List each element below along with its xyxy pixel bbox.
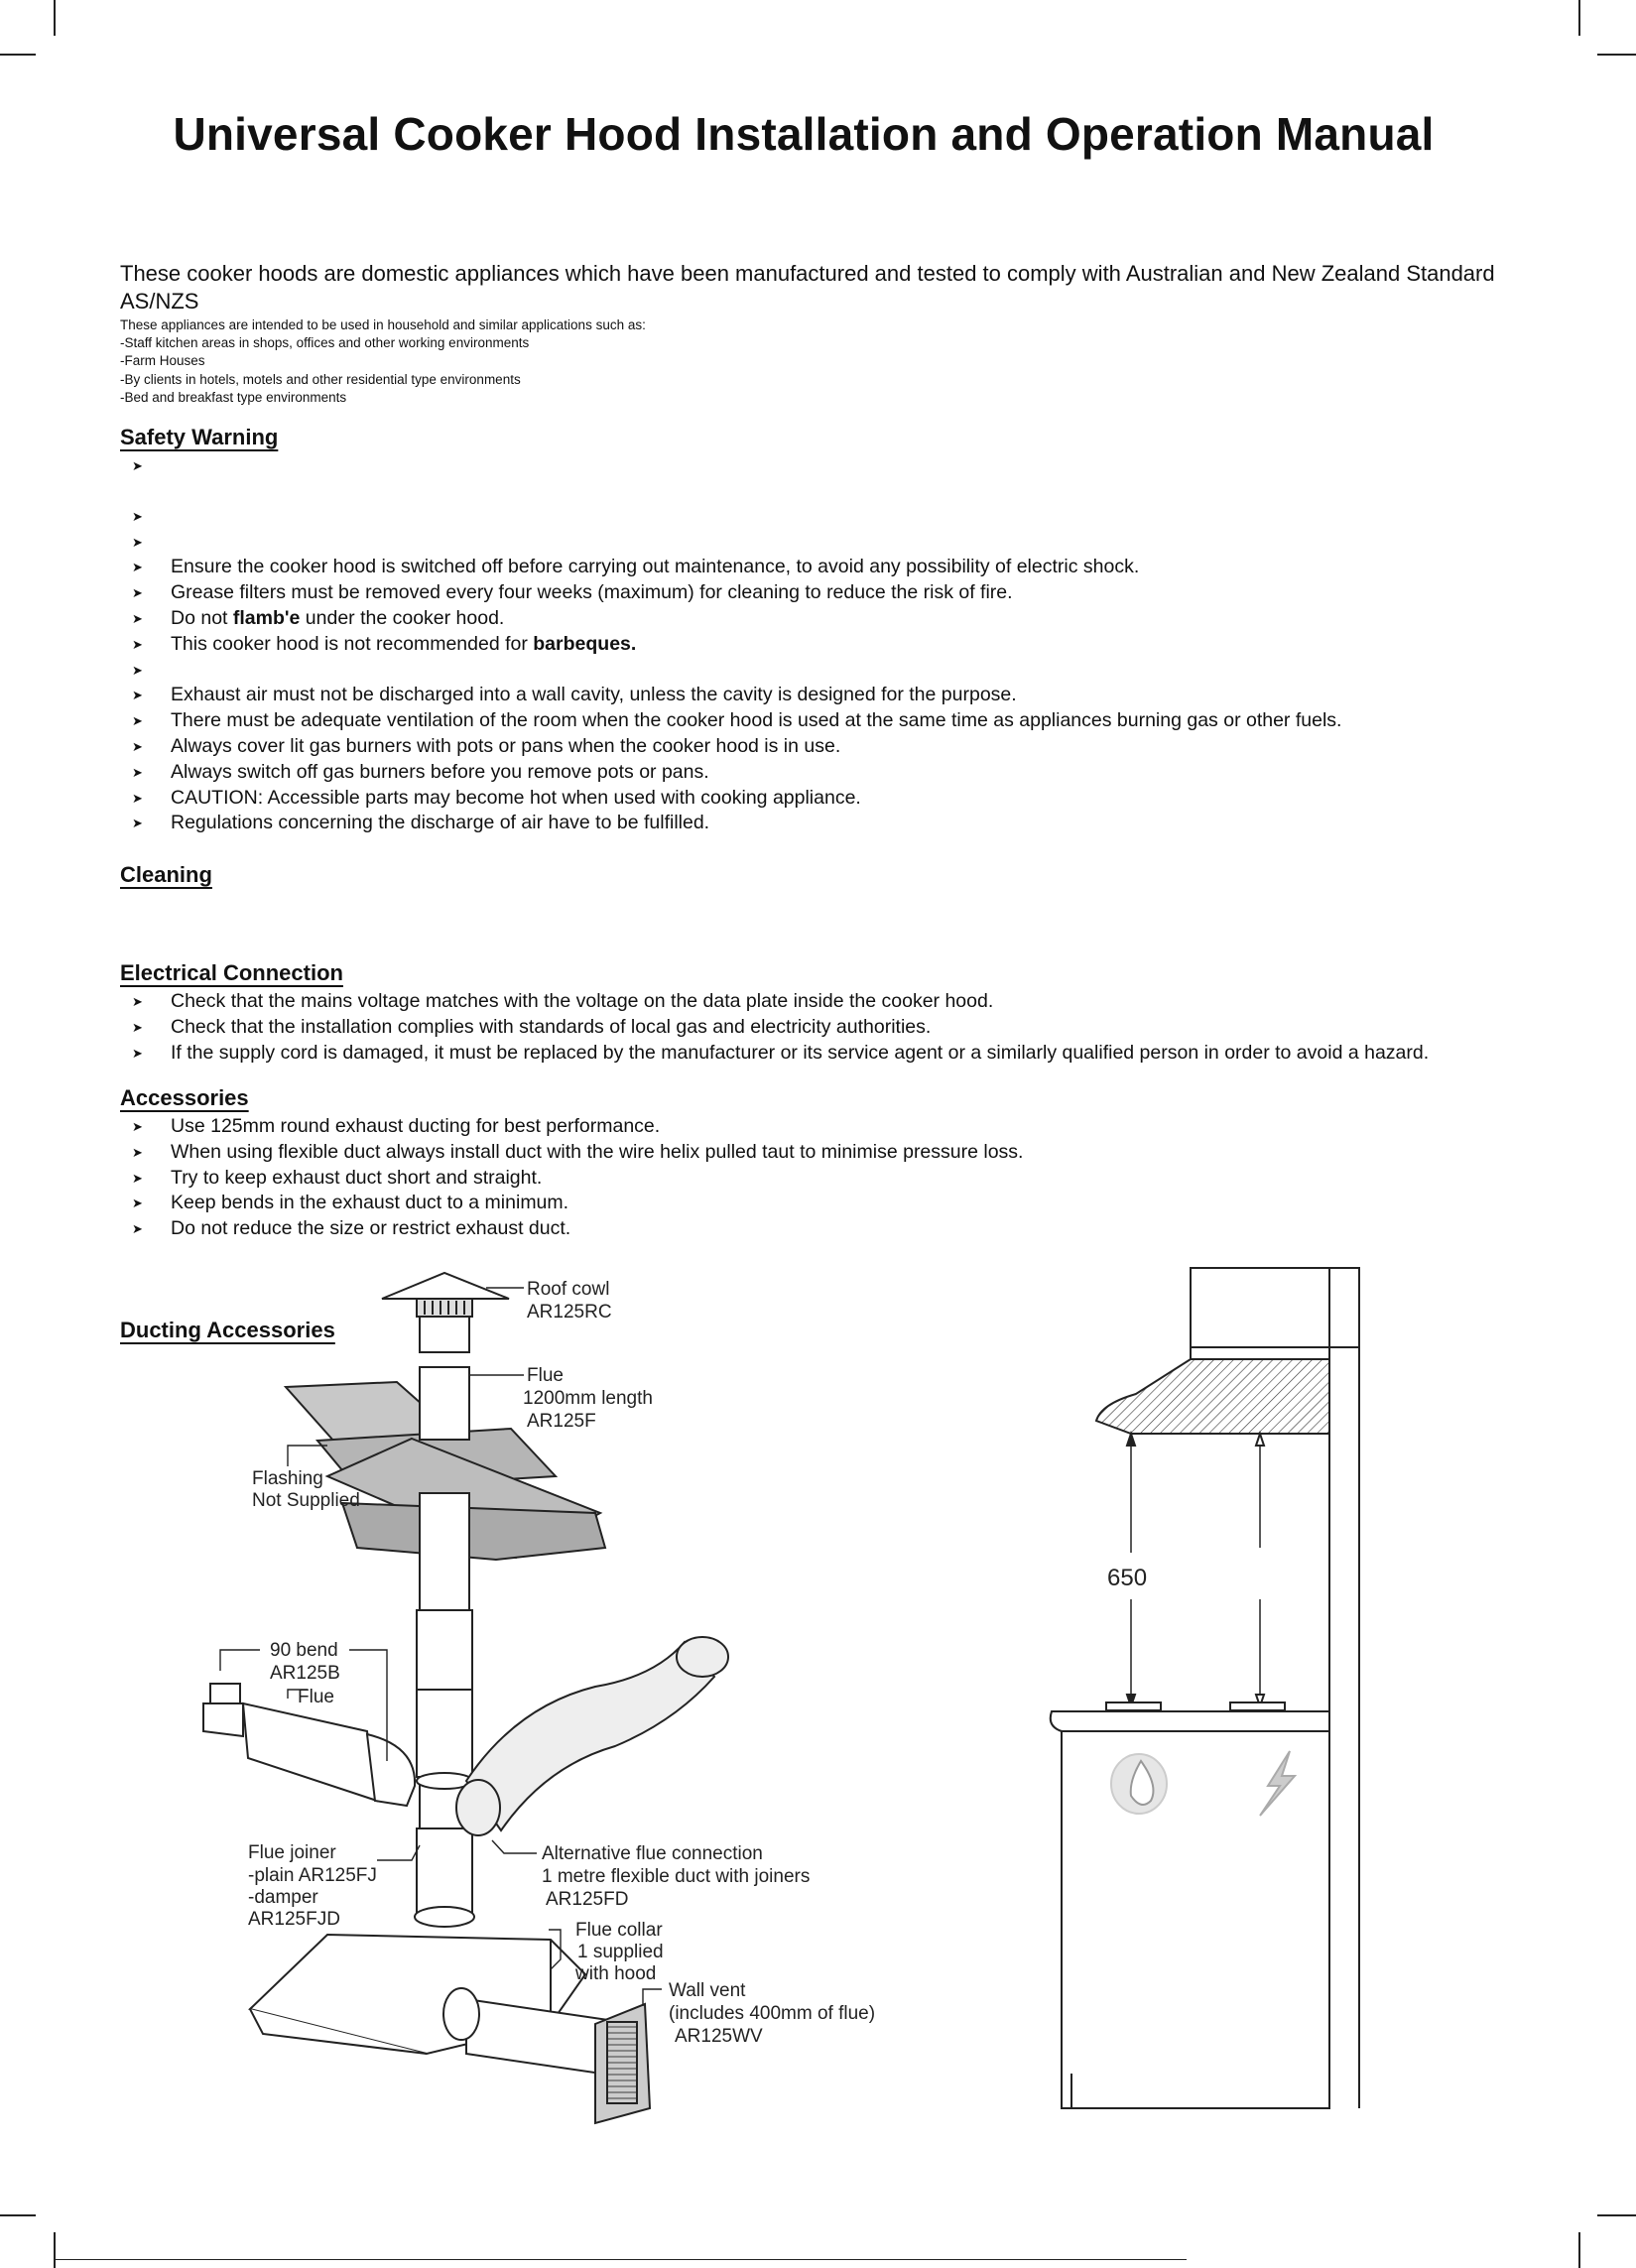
flashing-label: Flashing (252, 1468, 323, 1489)
bend-code: AR125B (270, 1663, 340, 1684)
wall-vent-note: (includes 400mm of flue) (669, 2003, 876, 2024)
arrow-bullet-icon: ➤ (132, 1170, 143, 1186)
flue-label: Flue (527, 1365, 564, 1386)
list-item: ➤ If the supply cord is damaged, it must be replaced by the manufacturer or its service agent or a similarly qualified person in order to avoid a hazard. (132, 1041, 1521, 1067)
bend-flue-label: Flue (298, 1687, 334, 1707)
flexible-duct-shape (456, 1637, 728, 1835)
arrow-bullet-icon: ➤ (132, 764, 143, 780)
arrow-bullet-icon: ➤ (132, 816, 143, 831)
alternative-label: Alternative flue connection (542, 1843, 763, 1864)
list-item: ➤ Do not reduce the size or restrict exhaust duct. (132, 1216, 1521, 1242)
applications-line: -Farm Houses (120, 353, 205, 369)
list-item: ➤ Exhaust air must not be discharged into a wall cavity, unless the cavity is designed for the purpose. (132, 683, 1521, 708)
arrow-bullet-icon: ➤ (132, 534, 143, 550)
arrow-bullet-icon: ➤ (132, 713, 143, 729)
intro-paragraph: These cooker hoods are domestic appliances which have been manufactured and tested to comply with Australian and New Zealand Standard AS/NZS (120, 261, 1495, 314)
alternative-code: AR125FD (546, 1889, 629, 1910)
joiner-damper-code: AR125FJD (248, 1909, 340, 1930)
list-item: ➤ Do not flamb'e under the cooker hood. (132, 606, 1521, 632)
list-item: ➤ CAUTION: Accessible parts may become hot when used with cooking appliance. (132, 786, 1521, 812)
joiner-label: Flue joiner (248, 1842, 336, 1863)
list-item: ➤ Try to keep exhaust duct short and straight. (132, 1166, 1521, 1192)
flashing-note: Not Supplied (252, 1490, 360, 1511)
arrow-bullet-icon: ➤ (132, 688, 143, 703)
ducting-heading: Ducting Accessories (120, 1318, 335, 1342)
page-title: Universal Cooker Hood Installation and Operation Manual (173, 108, 1435, 160)
list-item: ➤ Use 125mm round exhaust ducting for best performance. (132, 1114, 1521, 1140)
list-item: ➤ Ensure the cooker hood is switched off before carrying out maintenance, to avoid any possibility of electric shock. (132, 555, 1521, 580)
arrow-bullet-icon: ➤ (132, 1221, 143, 1237)
clearance-diagram (1051, 1268, 1359, 2108)
list-item: ➤ Keep bends in the exhaust duct to a minimum. (132, 1191, 1521, 1216)
applications-line: These appliances are intended to be used in household and similar applications such as: (120, 317, 646, 332)
arrow-bullet-icon: ➤ (132, 1019, 143, 1035)
arrow-bullet-icon: ➤ (132, 662, 143, 678)
arrow-bullet-icon: ➤ (132, 1144, 143, 1160)
list-item: ➤ This cooker hood is not recommended for barbeques. (132, 632, 1521, 658)
clearance-dimension: 650 (1107, 1565, 1148, 1591)
arrow-bullet-icon: ➤ (132, 585, 143, 601)
roof-cowl-code: AR125RC (527, 1302, 612, 1323)
wall-vent-label: Wall vent (669, 1980, 746, 2001)
joiner-plain: -plain AR125FJ (248, 1865, 377, 1886)
roof-cowl-shape (382, 1273, 509, 1352)
list-item: ➤ There must be adequate ventilation of the room when the cooker hood is used at the same time as appliances burning gas or other fuels. (132, 708, 1521, 734)
arrow-bullet-icon: ➤ (132, 458, 143, 473)
list-item: ➤ Grease filters must be removed every four weeks (maximum) for cleaning to reduce the risk of fire. (132, 580, 1521, 606)
arrow-bullet-icon: ➤ (132, 790, 143, 806)
collar-supplied: 1 supplied (577, 1942, 664, 1962)
list-item: ➤ Always cover lit gas burners with pots or pans when the cooker hood is in use. (132, 734, 1521, 760)
arrow-bullet-icon: ➤ (132, 1045, 143, 1061)
roof-cowl-label: Roof cowl (527, 1279, 610, 1300)
flue-length: 1200mm length (523, 1388, 653, 1409)
list-item: ➤ Check that the mains voltage matches with the voltage on the data plate inside the cooker hood. (132, 989, 1521, 1015)
applications-line: -Bed and breakfast type environments (120, 389, 347, 405)
arrow-bullet-icon: ➤ (132, 508, 143, 524)
collar-label: Flue collar (575, 1920, 663, 1941)
wall-vent-code: AR125WV (675, 2026, 763, 2047)
arrow-bullet-icon: ➤ (132, 560, 143, 575)
arrow-bullet-icon: ➤ (132, 1119, 143, 1134)
arrow-bullet-icon: ➤ (132, 636, 143, 652)
electrical-heading: Electrical Connection (120, 960, 343, 985)
safety-heading: Safety Warning (120, 425, 279, 449)
accessories-heading: Accessories (120, 1085, 249, 1110)
joiner-damper: -damper (248, 1887, 318, 1908)
arrow-bullet-icon: ➤ (132, 738, 143, 754)
alternative-desc: 1 metre flexible duct with joiners (542, 1866, 811, 1887)
flue-code: AR125F (527, 1411, 596, 1432)
arrow-bullet-icon: ➤ (132, 1196, 143, 1211)
applications-line: -By clients in hotels, motels and other residential type environments (120, 371, 521, 387)
bend-label: 90 bend (270, 1640, 338, 1661)
arrow-bullet-icon: ➤ (132, 610, 143, 626)
collar-with-hood: with hood (575, 1963, 657, 1984)
list-item: ➤ Check that the installation complies with standards of local gas and electricity authorities. (132, 1015, 1521, 1041)
list-item: ➤ Regulations concerning the discharge of air have to be fulfilled. (132, 811, 1521, 836)
applications-line: -Staff kitchen areas in shops, offices and other working environments (120, 335, 530, 351)
list-item: ➤ Always switch off gas burners before you remove pots or pans. (132, 760, 1521, 786)
list-item: ➤ When using flexible duct always install duct with the wire helix pulled taut to minimise pressure loss. (132, 1140, 1521, 1166)
arrow-bullet-icon: ➤ (132, 994, 143, 1009)
cleaning-heading: Cleaning (120, 862, 212, 887)
